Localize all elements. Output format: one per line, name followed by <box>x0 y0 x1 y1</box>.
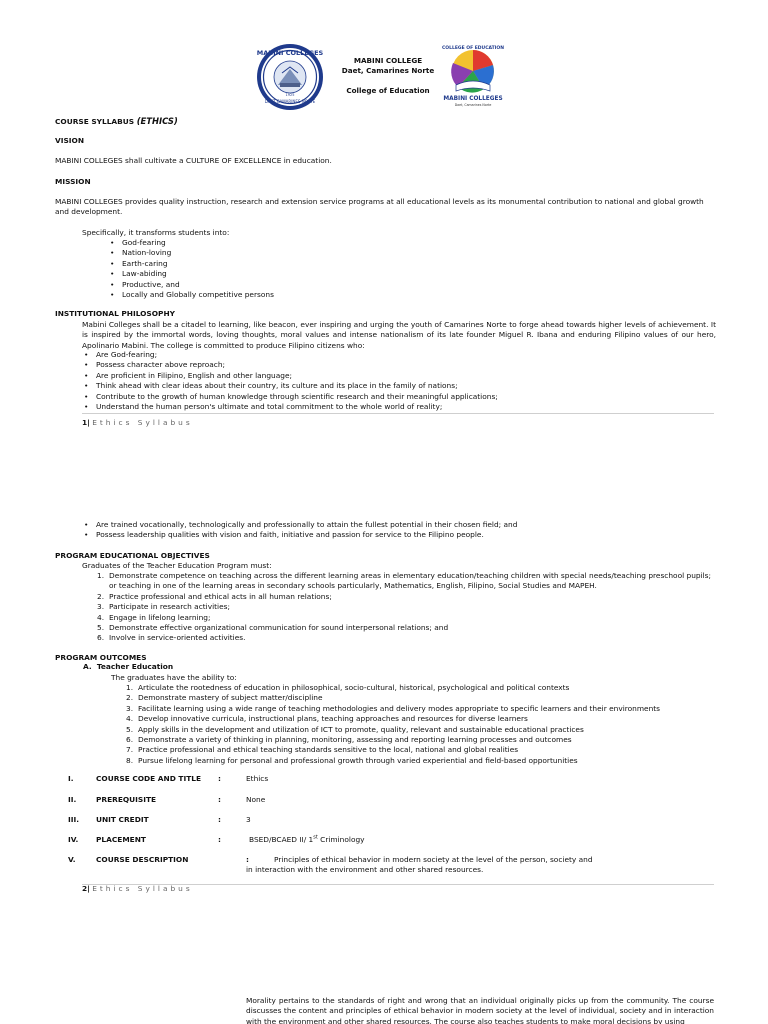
list-item: • Are proficient in Filipino, English and other language; <box>82 371 714 381</box>
list-item: • Are trained vocationally, technologically and professionally to attain the fullest potential in their chosen field; and <box>82 520 714 530</box>
list-item: • Law-abiding <box>108 269 668 279</box>
list-item: 5. Demonstrate effective organizational communication for sound interpersonal relations; and <box>97 623 449 633</box>
list-item: 5. Apply skills in the development and utilization of ICT to promote, quality, relevant and sustainable educational practices <box>126 724 584 734</box>
left-seal-bottom: DAET CAMARINES NORTE <box>264 99 316 104</box>
vision-text: MABINI COLLEGES shall cultivate a CULTURE OF EXCELLENCE in education. <box>55 156 332 165</box>
right-seal-bottom: MABINI COLLEGES <box>443 96 503 102</box>
list-item: • Locally and Globally competitive persons <box>108 290 668 300</box>
list-item: • Are God-fearing; <box>82 350 714 360</box>
college-of-education-seal-icon <box>438 43 508 109</box>
list-item: • Possess leadership qualities with vision and faith, initiative and passion for service to the Filipino people. <box>82 530 714 540</box>
vision-heading: VISION <box>55 136 85 145</box>
outcomes-subheading: A. Teacher Education <box>83 662 174 671</box>
footer-divider <box>82 413 714 414</box>
outcomes-heading: PROGRAM OUTCOMES <box>55 653 147 662</box>
mission-list <box>108 238 668 300</box>
footer-label: Ethics Syllabus <box>92 884 193 893</box>
list-item: 3. Facilitate learning using a wide range of teaching methodologies and delivery modes appropriate to specific learners and their environments <box>126 703 661 713</box>
list-item: • Possess character above reproach; <box>82 360 714 370</box>
page3-paragraph: Morality pertains to the standards of right and wrong that an individual originally picks up from the community. The course discusses the content and principles of ethical behavior in modern society at the level of individual, society and in interaction with the environment and other shared resources. The course also teaches students to make moral decisions by using <box>246 996 714 1024</box>
outcomes-list <box>126 683 716 766</box>
mabini-colleges-seal-icon <box>256 43 324 111</box>
syllabus-title-course: (ETHICS) <box>136 116 178 126</box>
list-item: 7. Practice professional and ethical teaching standards sensitive to the local, national and global realities <box>126 745 519 755</box>
prerequisite-row: II. PREREQUISITE : None <box>68 795 266 804</box>
page-footer-2 <box>82 884 193 894</box>
page-number: 2 <box>82 884 88 893</box>
left-seal-text: MABINI COLLEGES <box>256 49 324 57</box>
college-address: Daet, Camarines Norte <box>341 66 435 75</box>
mission-heading: MISSION <box>55 177 91 186</box>
right-seal-sub: Daet, Camarines Norte <box>454 103 492 107</box>
unit-credit-row: III. UNIT CREDIT : 3 <box>68 815 251 824</box>
right-seal-top: COLLEGE OF EDUCATION <box>442 46 504 51</box>
list-item: 8. Pursue lifelong learning for personal and professional growth through varied experiential and field-based opportunities <box>126 755 578 765</box>
outcomes-intro: The graduates have the ability to: <box>111 673 237 682</box>
philosophy-heading: INSTITUTIONAL PHILOSOPHY <box>55 309 175 318</box>
syllabus-title <box>55 116 715 127</box>
syllabus-title-prefix: COURSE SYLLABUS <box>55 117 137 126</box>
list-item: 2. Practice professional and ethical acts in all human relations; <box>97 591 332 601</box>
list-item: 1. Articulate the rootedness of education in philosophical, socio-cultural, historical, psychological and political contexts <box>126 683 570 692</box>
list-item: 4. Develop innovative curricula, instructional plans, teaching approaches and resources for diverse learners <box>126 714 528 724</box>
college-name: MABINI COLLEGE <box>353 56 423 65</box>
course-code-row: I. COURSE CODE AND TITLE : Ethics <box>68 774 269 783</box>
list-item: 2. Demonstrate mastery of subject matter/discipline <box>126 693 323 703</box>
philosophy-list <box>82 350 714 412</box>
list-item: • Think ahead with clear ideas about their country, its culture and its place in the family of nations; <box>82 381 714 391</box>
list-item: • God-fearing <box>108 238 668 248</box>
page-footer-1 <box>82 418 193 428</box>
college-department: College of Education <box>346 86 430 95</box>
philosophy-list-continued <box>82 520 714 541</box>
course-description-row: V. COURSE DESCRIPTION : Principles of ethical behavior in modern society at the level of the person, society and in interaction with the environment and other shared resources. <box>68 855 593 874</box>
peo-heading: PROGRAM EDUCATIONAL OBJECTIVES <box>55 551 210 560</box>
mission-intro: Specifically, it transforms students into: <box>82 228 230 237</box>
footer-label: Ethics Syllabus <box>92 418 193 427</box>
list-item: • Productive, and <box>108 280 668 290</box>
list-item: • Nation-loving <box>108 248 668 258</box>
list-item: 1. Demonstrate competence on teaching across the different learning areas in elementary education/teaching children with special needs/teaching preschool pupils; or teaching in one of the learning areas in secondary schools particularly, Mathematics, English, Filipino, Social Studies and MAPEH. <box>97 571 712 591</box>
list-item: • Earth-caring <box>108 259 668 269</box>
list-item: 6. Demonstrate a variety of thinking in planning, monitoring, assessing and reporting learning processes and outcomes <box>126 735 572 745</box>
left-seal-year: 1925 <box>285 93 295 97</box>
footer-separator: | <box>87 418 90 427</box>
page-number: 1 <box>82 418 88 427</box>
placement-row: IV. PLACEMENT : BSED/BCAED II/ 1st Criminology <box>68 834 365 844</box>
peo-list <box>97 571 714 644</box>
philosophy-text: Mabini Colleges shall be a citadel to learning, like beacon, ever inspiring and urging the youth of Camarines Norte to forge ahead towards higher levels of achievement. It is inspired by the immortal words, loving thoughts, moral values and intense nationalism of its late founder Miguel R. Ibana and enduring Filipino values of our hero, Apolinario Mabini. The college is committed to produce Filipino citizens who: <box>82 320 716 350</box>
footer-separator: | <box>87 884 90 893</box>
list-item: • Contribute to the growth of human knowledge through scientific research and their meaningful applications; <box>82 392 714 402</box>
peo-intro: Graduates of the Teacher Education Program must: <box>82 561 272 570</box>
list-item: • Understand the human person's ultimate and total commitment to the whole world of reality; <box>82 402 714 412</box>
list-item: 3. Participate in research activities; <box>97 602 230 612</box>
list-item: 4. Engage in lifelong learning; <box>97 612 211 622</box>
mission-text: MABINI COLLEGES provides quality instruction, research and extension service programs at all educational levels as its monumental contribution to national and global growth and development. <box>55 197 704 217</box>
list-item: 6. Involve in service-oriented activities. <box>97 633 246 643</box>
